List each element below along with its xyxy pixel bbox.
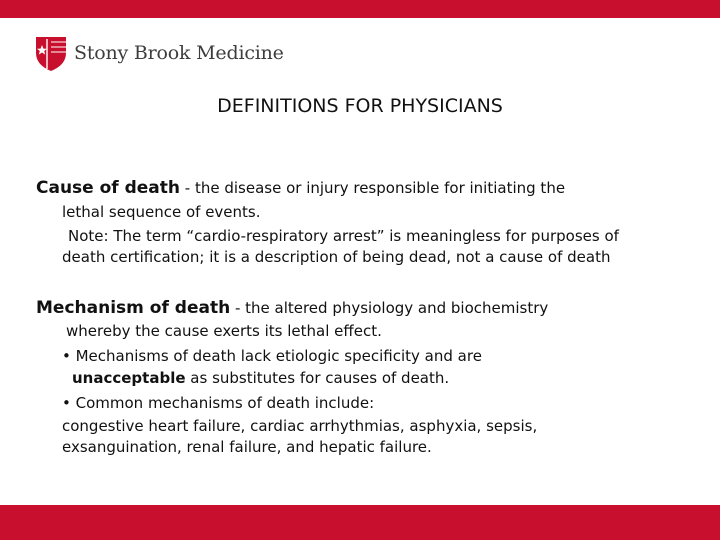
mechanism-definition-line2: whereby the cause exerts its lethal effect. (66, 322, 382, 340)
cause-definition-line1: - the disease or injury responsible for initiating the (180, 179, 566, 197)
mechanism-definition-line1: - the altered physiology and biochemistry (230, 299, 549, 317)
mechanism-bullet1-line2 (72, 368, 449, 389)
cause-definition-line2: lethal sequence of events. (62, 203, 261, 221)
mechanism-bullet1-line1: • Mechanisms of death lack etiologic specificity and are (62, 347, 482, 365)
unacceptable-emphasis: unacceptable (72, 369, 186, 387)
mechanism-examples-line1: congestive heart failure, cardiac arrhythmias, asphyxia, sepsis, (62, 417, 538, 435)
mechanism-heading-line (36, 298, 548, 319)
logo-text: Stony Brook Medicine (74, 42, 284, 64)
mechanism-term: Mechanism of death (36, 298, 231, 318)
mechanism-examples-line2: exsanguination, renal failure, and hepatic failure. (62, 438, 432, 456)
bullet1-rest: as substitutes for causes of death. (185, 369, 450, 387)
cause-heading-line (36, 178, 565, 199)
logo (34, 33, 284, 73)
top-red-bar (0, 0, 720, 18)
star-shield-icon (34, 33, 68, 73)
cause-term: Cause of death (36, 178, 181, 198)
cause-note-line2: death certification; it is a description of being dead, not a cause of death (62, 248, 611, 266)
page-title: DEFINITIONS FOR PHYSICIANS (217, 95, 503, 117)
bottom-red-bar (0, 505, 720, 540)
cause-note-line1: Note: The term “cardio-respiratory arrest” is meaningless for purposes of (68, 227, 619, 245)
mechanism-bullet2: • Common mechanisms of death include: (62, 394, 375, 412)
